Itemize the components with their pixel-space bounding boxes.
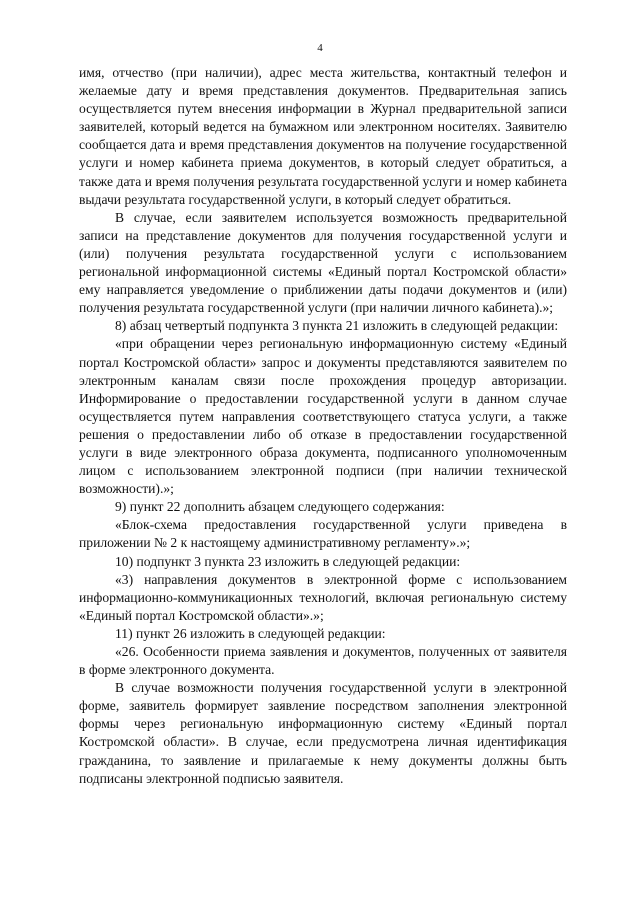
amendment-item-8: 8) абзац четвертый подпункта 3 пункта 21 изложить в следующей редакции:	[115, 318, 559, 334]
paragraph: имя, отчество (при наличии), адрес места жительства, контактный телефон и желаемые дату и время представления документов. Предварительная запись осуществляется путем внесения информации в Журнал предварительной записи заявителей, который ведется на бумажном или электронном носителях. Заявителю сообщается дата и время представления документов на получение государственной услуги и номер кабинета приема документов, в который следует обратиться, а также дата и время получения результата государственной услуги и номер кабинета выдачи результата государственной услуги, в который следует обратиться.	[79, 65, 567, 207]
quoted-paragraph: «при обращении через региональную информационную систему «Единый портал Костромской области» запрос и документы представляются заявителем по электронным каналам связи после прохождения процедур авторизации. Информирование о предоставлении государственной услуги в данном случае осуществляется путем направления соответствующего статуса услуги, а также решения о предоставлении либо об отказе в предоставлении государственной услуги в виде электронного образа документа, подписанного уполномоченным лицом с использованием электронной подписи (при наличии технической возможности).»;	[79, 336, 567, 497]
quoted-paragraph: «3) направления документов в электронной форме с использованием информационно-коммуникационных технологий, включая региональную систему «Единый портал Костромской области».»;	[79, 571, 567, 623]
amendment-item-10: 10) подпункт 3 пункта 23 изложить в следующей редакции:	[115, 553, 461, 569]
amendment-item-9: 9) пункт 22 дополнить абзацем следующего содержания:	[115, 499, 445, 515]
document-body	[79, 64, 567, 788]
paragraph: В случае, если заявителем используется возможность предварительной записи на представление документов для получения государственной услуги и (или) получения результата государственной услуги с использованием региональной информационной системы «Единый портал Костромской области» ему направляется уведомление о приближении даты подачи документов и (или) получения результата государственной услуги (при наличии личного кабинета).»;	[79, 209, 567, 316]
quoted-paragraph: «26. Особенности приема заявления и документов, полученных от заявителя в форме электронного документа.	[79, 644, 567, 678]
quoted-paragraph: «Блок-схема предоставления государственной услуги приведена в приложении № 2 к настоящему административному регламенту».»;	[79, 517, 567, 551]
amendment-item-11: 11) пункт 26 изложить в следующей редакции:	[115, 625, 386, 641]
page-number: 4	[317, 42, 323, 54]
paragraph: В случае возможности получения государственной услуги в электронной форме, заявитель формирует заявление посредством заполнения электронной формы через региональную информационную систему «Единый портал Костромской области». В случае, если предусмотрена личная идентификация гражданина, то заявление и прилагаемые к нему документы должны быть подписаны электронной подписью заявителя.	[79, 680, 567, 786]
